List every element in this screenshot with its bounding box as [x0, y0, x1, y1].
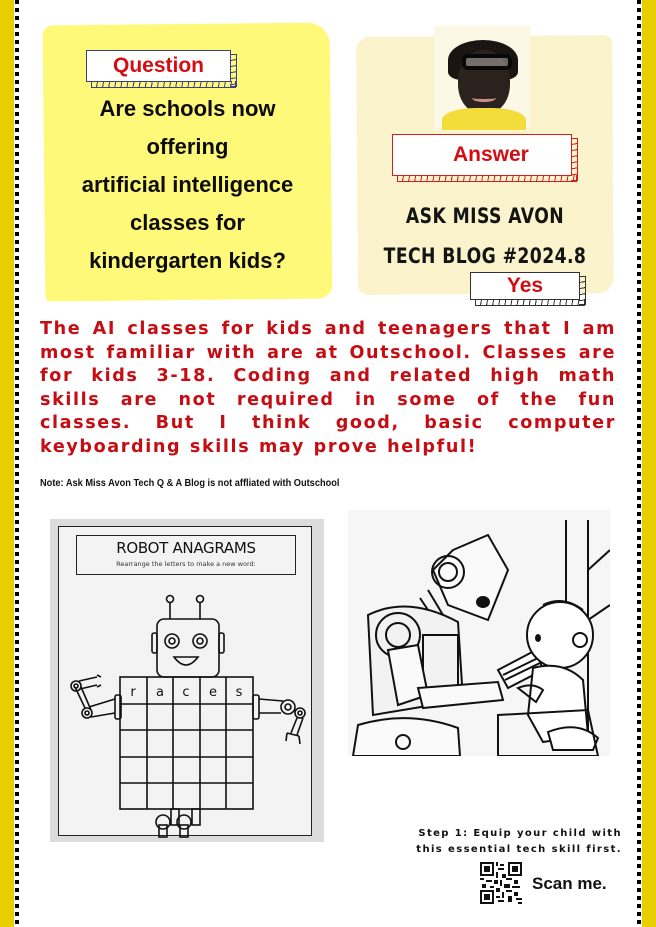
question-text	[44, 90, 331, 280]
right-border-band	[642, 0, 656, 927]
blog-title-line: ASK MISS AVON	[405, 204, 565, 228]
right-dotted-border	[637, 0, 641, 927]
answer-label	[392, 134, 572, 176]
robot-and-baby-icon	[348, 510, 610, 756]
anagram-letter: e	[209, 685, 217, 700]
question-label	[86, 50, 231, 82]
worksheet-title: ROBOT ANAGRAMS	[116, 539, 256, 557]
blog-title	[383, 196, 588, 276]
step-line: this essential tech skill first.	[416, 844, 622, 855]
glasses-icon	[462, 54, 512, 70]
step-line: Step 1: Equip your child with	[418, 828, 622, 839]
anagram-letter: s	[235, 685, 243, 700]
answer-label-text: Answer	[453, 143, 529, 166]
question-line: Are schools now	[99, 96, 276, 121]
qr-code-icon[interactable]	[480, 862, 522, 904]
scan-me-label: Scan me.	[532, 874, 607, 893]
anagram-letter: a	[156, 685, 164, 700]
robot-anagram-worksheet	[50, 519, 324, 842]
question-line: offering	[146, 134, 229, 159]
answer-paragraph: The AI classes for kids and teenagers that I am most familiar with are at Outschool. Classes are for kids 3-18. Coding and related high math skills are not required in some of the fun classes. But I think good, basic computer keyboarding skills may prove helpful!	[40, 319, 616, 457]
question-label-text: Question	[112, 54, 204, 77]
robot-legs-icon	[50, 519, 324, 842]
question-line: kindergarten kids?	[89, 248, 286, 273]
left-border-band	[0, 0, 14, 927]
question-line: classes for	[130, 210, 245, 235]
left-dotted-border	[15, 0, 19, 927]
verdict-label	[470, 272, 580, 300]
worksheet-subtitle: Rearrange the letters to make a new word:	[116, 560, 256, 568]
anagram-letter: c	[182, 685, 190, 700]
author-photo	[434, 26, 530, 130]
disclaimer-note: Note: Ask Miss Avon Tech Q & A Blog is not affliated with Outschool	[40, 477, 340, 489]
question-line: artificial intelligence	[81, 172, 294, 197]
photo-shirt	[442, 108, 526, 130]
anagram-letter: r	[130, 685, 136, 700]
robot-reading-illustration	[348, 510, 610, 756]
photo-smile	[472, 94, 496, 102]
blog-title-line: TECH BLOG #2024.8	[383, 244, 587, 268]
verdict-text: Yes	[506, 274, 544, 297]
step-instruction	[392, 826, 622, 858]
